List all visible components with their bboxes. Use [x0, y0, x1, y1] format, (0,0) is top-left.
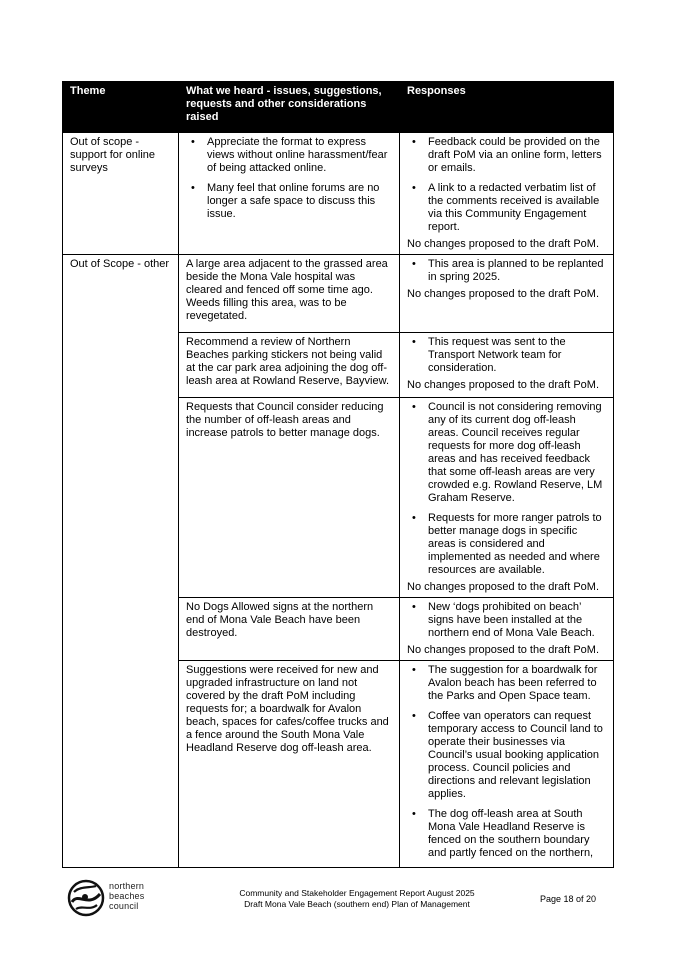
list-item: • This area is planned to be replanted in spring 2025. [428, 258, 607, 284]
response-cell [400, 398, 614, 598]
heard-cell [179, 598, 400, 661]
theme-cell: Out of Scope - other [63, 255, 179, 868]
list-item: • The suggestion for a boardwalk for Avalon beach has been referred to the Parks and Open Space team. [428, 664, 607, 703]
list-item: • Requests for more ranger patrols to better manage dogs in specific areas is considered and implemented as needed and where resources are available. [428, 512, 607, 577]
heard-text: Requests that Council consider reducing the number of off-leash areas and increase patrols to better manage dogs. [186, 401, 384, 439]
page-footer [0, 872, 675, 932]
response-note: No changes proposed to the draft PoM. [407, 379, 600, 391]
response-cell [400, 255, 614, 333]
response-cell [400, 661, 614, 868]
heard-cell [179, 333, 400, 398]
heard-text: Recommend a review of Northern Beaches parking stickers not being valid at the car park area adjoining the dog off- leash area at Rowland Reserve, Bayview. [186, 336, 389, 387]
response-list [407, 258, 607, 284]
list-item: • New ‘dogs prohibited on beach’ signs have been installed at the northern end of Mona Vale Beach. [428, 601, 607, 640]
heard-list [186, 136, 393, 221]
table-row [63, 133, 614, 255]
response-note: No changes proposed to the draft PoM. [407, 644, 600, 656]
engagement-table [62, 81, 614, 868]
response-cell [400, 598, 614, 661]
list-item: • The dog off-leash area at South Mona Vale Headland Reserve is fenced on the southern boundary and partly fenced on the northern, [428, 808, 607, 860]
page-number: Page 18 of 20 [540, 894, 597, 904]
council-logo-text: northern beaches council [109, 881, 145, 911]
response-note: No changes proposed to the draft PoM. [407, 288, 600, 300]
list-item: • Many feel that online forums are no longer a safe space to discuss this issue. [207, 182, 393, 221]
council-logo-icon [66, 878, 106, 918]
heard-cell [179, 661, 400, 868]
plan-title: Draft Mona Vale Beach (southern end) Plan of Management [244, 899, 470, 909]
list-item: • Feedback could be provided on the draft PoM via an online form, letters or emails. [428, 136, 607, 175]
response-list [407, 336, 607, 375]
heard-cell [179, 133, 400, 255]
heard-text: Suggestions were received for new and upgraded infrastructure on land not covered by the draft PoM including requests for; a boardwalk for Avalon beach, spaces for cafes/coffee trucks and a fence around the South Mona Vale Headland Reserve dog off-leash area. [186, 664, 389, 754]
list-item: • This request was sent to the Transport Network team for consideration. [428, 336, 607, 375]
response-list [407, 136, 607, 234]
table-header-row [63, 82, 614, 133]
response-cell [400, 333, 614, 398]
list-item: • Coffee van operators can request temporary access to Council land to operate their businesses via Council’s usual booking application process. Council policies and directions and relevant legislation applies. [428, 710, 607, 801]
response-list [407, 401, 607, 577]
footer-document-title [210, 888, 504, 910]
response-note: No changes proposed to the draft PoM. [407, 238, 600, 250]
table-row [63, 255, 614, 333]
response-list [407, 664, 607, 860]
list-item: • Council is not considering removing any of its current dog off-leash areas. Council receives regular requests for more dog off-leash areas and has received feedback that some off-leash areas are very crowded e.g. Rowland Reserve, LM Graham Reserve. [428, 401, 607, 505]
heard-text: No Dogs Allowed signs at the northern end of Mona Vale Beach have been destroyed. [186, 601, 374, 639]
response-note: No changes proposed to the draft PoM. [407, 581, 600, 593]
heard-cell [179, 255, 400, 333]
heard-cell [179, 398, 400, 598]
list-item: • A link to a redacted verbatim list of the comments received is available via this Community Engagement report. [428, 182, 607, 234]
header-responses: Responses [400, 82, 614, 133]
header-theme: Theme [63, 82, 179, 133]
response-cell [400, 133, 614, 255]
theme-cell: Out of scope - support for online surveys [63, 133, 179, 255]
list-item: • Appreciate the format to express views without online harassment/fear of being attacked online. [207, 136, 393, 175]
heard-text: A large area adjacent to the grassed area beside the Mona Vale hospital was cleared and fenced off some time ago. Weeds filling this area, was to be revegetated. [186, 258, 388, 322]
report-title: Community and Stakeholder Engagement Report August 2025 [239, 888, 475, 898]
response-list [407, 601, 607, 640]
header-what-we-heard: What we heard - issues, suggestions, requests and other considerations raised [179, 82, 400, 133]
